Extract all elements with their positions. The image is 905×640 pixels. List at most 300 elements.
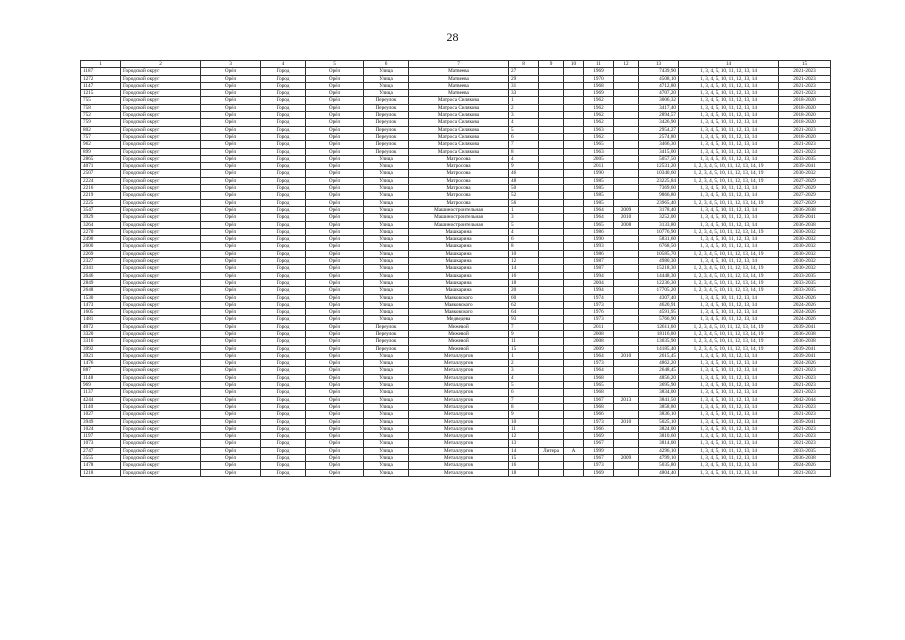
table-cell: 3 (509, 112, 539, 119)
table-cell: Орёл (201, 382, 261, 389)
table-cell: 62 (509, 301, 539, 308)
table-cell: 6768,50 (639, 243, 679, 250)
table-cell: Орёл (201, 90, 261, 97)
table-cell (539, 396, 564, 403)
table-cell (564, 206, 584, 213)
table-cell: Орёл (306, 287, 364, 294)
table-cell: Матросова (409, 170, 509, 177)
table-cell: Орёл (306, 301, 364, 308)
table-cell: 4591,95 (639, 309, 679, 316)
table-cell (564, 177, 584, 184)
table-cell: Городской округ (121, 236, 201, 243)
table-cell: Городской округ (121, 352, 201, 359)
table-row (81, 265, 831, 272)
table-cell: Улица (364, 316, 409, 323)
table-cell: Металлургов (409, 447, 509, 454)
table-cell (564, 90, 584, 97)
table-cell: Орёл (201, 411, 261, 418)
table-cell: 1, 3, 4, 5, 10, 11, 12, 13, 14 (679, 447, 779, 454)
table-cell: 1148 (81, 374, 121, 381)
table-cell: 1976 (584, 309, 614, 316)
table-cell: 1215 (81, 90, 121, 97)
table-cell (539, 119, 564, 126)
table-row (81, 433, 831, 440)
column-number-header: 4 (261, 61, 306, 68)
table-cell: 1, 3, 4, 5, 10, 11, 12, 13, 14 (679, 360, 779, 367)
table-cell: 1605 (81, 309, 121, 316)
table-cell: 50 (509, 185, 539, 192)
table-row (81, 163, 831, 170)
table-cell: Городской округ (121, 316, 201, 323)
table-cell: Орёл (201, 367, 261, 374)
column-number-header: 6 (364, 61, 409, 68)
table-cell: Орёл (201, 163, 261, 170)
table-cell: Переулок (364, 141, 409, 148)
table-cell: Металлургов (409, 462, 509, 469)
table-cell: 1, 3, 4, 5, 10, 11, 12, 13, 14 (679, 433, 779, 440)
column-number-header: 2 (121, 61, 201, 68)
table-cell: Металлургов (409, 396, 509, 403)
table-cell: 1, 2, 3, 4, 5, 10, 11, 12, 13, 14, 19 (679, 163, 779, 170)
table-row (81, 287, 831, 294)
table-row (81, 119, 831, 126)
table-cell: 1973 (584, 462, 614, 469)
table-cell: 3929 (81, 214, 121, 221)
table-cell: 1, 2, 3, 4, 5, 10, 11, 12, 13, 14, 19 (679, 199, 779, 206)
table-cell (614, 112, 639, 119)
table-cell: 1, 3, 4, 5, 10, 11, 12, 13, 14 (679, 309, 779, 316)
table-cell: Улица (364, 462, 409, 469)
table-cell: 10776,90 (639, 228, 679, 235)
table-cell: 1990 (584, 236, 614, 243)
table-cell: Городской округ (121, 90, 201, 97)
table-cell (564, 170, 584, 177)
column-number-header: 7 (409, 61, 509, 68)
table-cell: Орёл (201, 352, 261, 359)
table-cell: Городской округ (121, 97, 201, 104)
table-cell: 6 (509, 133, 539, 140)
table-cell: Переулок (364, 97, 409, 104)
table-row (81, 425, 831, 432)
table-cell: 2039-2041 (779, 352, 831, 359)
table-cell: Орёл (201, 389, 261, 396)
table-cell: Городской округ (121, 374, 201, 381)
table-cell: Переулок (364, 133, 409, 140)
table-row (81, 90, 831, 97)
table-cell: 9866,80 (639, 192, 679, 199)
table-cell: 2021-2023 (779, 374, 831, 381)
table-cell: Орёл (306, 126, 364, 133)
table-cell (539, 411, 564, 418)
table-cell: 1999 (584, 447, 614, 454)
table-cell: 1, 3, 4, 5, 10, 11, 12, 13, 14 (679, 367, 779, 374)
table-cell: Город (261, 185, 306, 192)
table-cell: Матроса Силякова (409, 104, 509, 111)
table-cell: 2030-2032 (779, 228, 831, 235)
table-cell (564, 425, 584, 432)
table-row (81, 323, 831, 330)
table-cell: 1966 (584, 411, 614, 418)
table-cell: Машкарина (409, 272, 509, 279)
table-cell (539, 170, 564, 177)
table-cell (564, 469, 584, 476)
table-row (81, 148, 831, 155)
table-cell (539, 301, 564, 308)
table-cell: Улица (364, 352, 409, 359)
table-cell: Матроса Силякова (409, 133, 509, 140)
table-cell: 2033-2035 (779, 155, 831, 162)
table-cell: Медведева (409, 316, 509, 323)
table-cell: Улица (364, 272, 409, 279)
table-cell: Городской округ (121, 360, 201, 367)
table-cell: 1, 2, 3, 4, 5, 10, 11, 12, 13, 14, 19 (679, 272, 779, 279)
table-cell: 2021-2023 (779, 90, 831, 97)
table-cell: 7 (509, 396, 539, 403)
table-cell: Матросова (409, 177, 509, 184)
table-cell: 1, 3, 4, 5, 10, 11, 12, 13, 14 (679, 133, 779, 140)
table-cell: 3949 (81, 418, 121, 425)
table-cell: 1, 3, 4, 5, 10, 11, 12, 13, 14 (679, 374, 779, 381)
table-cell: Город (261, 316, 306, 323)
table-cell: 1969 (584, 433, 614, 440)
table-cell: 2010 (614, 418, 639, 425)
table-cell: Город (261, 192, 306, 199)
table-cell (539, 250, 564, 257)
table-cell (539, 206, 564, 213)
table-cell: Орёл (201, 265, 261, 272)
table-cell: Орёл (306, 155, 364, 162)
table-cell (614, 447, 639, 454)
table-cell: Орёл (306, 389, 364, 396)
table-cell (564, 97, 584, 104)
table-cell (564, 68, 584, 75)
table-cell: Город (261, 206, 306, 213)
table-cell: Город (261, 141, 306, 148)
table-cell: 2039-2041 (779, 345, 831, 352)
table-cell: Город (261, 338, 306, 345)
table-cell: Переулок (364, 338, 409, 345)
table-cell: 2021-2023 (779, 440, 831, 447)
table-cell: 4072 (81, 323, 121, 330)
table-cell: Металлургов (409, 425, 509, 432)
table-cell: 27 (509, 68, 539, 75)
table-cell (564, 323, 584, 330)
table-cell: Металлургов (409, 360, 509, 367)
table-cell: Орёл (306, 374, 364, 381)
table-cell: Орёл (201, 221, 261, 228)
table-cell: 2219 (81, 192, 121, 199)
table-cell: 2021-2023 (779, 82, 831, 89)
table-cell: Орёл (306, 455, 364, 462)
table-cell: Улица (364, 82, 409, 89)
table-cell (539, 272, 564, 279)
table-row (81, 199, 831, 206)
table-cell: Город (261, 309, 306, 316)
table-cell: Город (261, 68, 306, 75)
table-cell: 1985 (584, 177, 614, 184)
column-number-header: 13 (639, 61, 679, 68)
table-cell: Городской округ (121, 433, 201, 440)
table-cell: Город (261, 433, 306, 440)
table-cell: 4799,10 (639, 455, 679, 462)
table-cell (539, 345, 564, 352)
table-cell: 2036-2038 (779, 330, 831, 337)
table-cell: 2018-2020 (779, 119, 831, 126)
table-cell: 3006,32 (639, 97, 679, 104)
table-cell: 6 (509, 389, 539, 396)
table-cell: 2018-2020 (779, 112, 831, 119)
table-cell: 1, 3, 4, 5, 10, 11, 12, 13, 14 (679, 352, 779, 359)
table-cell: 2010 (614, 214, 639, 221)
table-cell (614, 316, 639, 323)
table-cell: 2030-2032 (779, 170, 831, 177)
table-cell (614, 469, 639, 476)
table-cell: 2027-2029 (779, 185, 831, 192)
table-cell (539, 104, 564, 111)
table-cell: 1986 (584, 250, 614, 257)
table-cell: Город (261, 82, 306, 89)
table-cell: Орёл (201, 228, 261, 235)
table-cell: 3836,10 (639, 411, 679, 418)
table-cell: 1, 3, 4, 5, 10, 11, 12, 13, 14 (679, 411, 779, 418)
table-cell: Орёл (306, 250, 364, 257)
table-cell: 3466,30 (639, 141, 679, 148)
table-cell: 2648 (81, 287, 121, 294)
table-cell: Орёл (306, 206, 364, 213)
table-cell: 2036-2038 (779, 206, 831, 213)
table-cell: 1967 (584, 396, 614, 403)
table-cell: 2648,45 (639, 367, 679, 374)
table-cell: 5766,90 (639, 316, 679, 323)
table-cell: Металлургов (409, 440, 509, 447)
table-cell: 5025,10 (639, 418, 679, 425)
table-cell: Орёл (201, 316, 261, 323)
table-cell: 1, 3, 4, 5, 10, 11, 12, 13, 14 (679, 148, 779, 155)
table-cell: 1, 2, 3, 4, 5, 10, 11, 12, 13, 14, 19 (679, 330, 779, 337)
table-cell: Металлургов (409, 367, 509, 374)
table-cell: Машкарина (409, 287, 509, 294)
table-cell: 2216 (81, 185, 121, 192)
table-cell: 2021-2023 (779, 75, 831, 82)
table-cell: Улица (364, 433, 409, 440)
table-cell: Улица (364, 360, 409, 367)
table-cell: Город (261, 367, 306, 374)
table-cell: 1476 (81, 360, 121, 367)
table-cell: 1, 3, 4, 5, 10, 11, 12, 13, 14 (679, 469, 779, 476)
table-cell: Межевой (409, 330, 509, 337)
table-cell: 4862,20 (639, 360, 679, 367)
table-cell (614, 250, 639, 257)
table-cell: Городской округ (121, 126, 201, 133)
table-cell: 10 (509, 250, 539, 257)
table-cell: Машкарина (409, 258, 509, 265)
table-cell: Переулок (364, 330, 409, 337)
table-cell: Орёл (306, 185, 364, 192)
table-cell: 1968 (584, 82, 614, 89)
table-cell: 1478 (81, 462, 121, 469)
table-cell: 3992 (81, 345, 121, 352)
table-cell (614, 301, 639, 308)
table-cell: Городской округ (121, 75, 201, 82)
table-cell: Орёл (306, 469, 364, 476)
table-cell (614, 425, 639, 432)
table-cell: 2030-2032 (779, 243, 831, 250)
table-cell (614, 68, 639, 75)
table-cell: Городской округ (121, 301, 201, 308)
table-cell: Город (261, 323, 306, 330)
table-cell (614, 294, 639, 301)
table-cell: Орёл (306, 192, 364, 199)
table-row (81, 272, 831, 279)
table-cell: 1990 (584, 170, 614, 177)
table-cell (564, 440, 584, 447)
table-cell: Орёл (201, 126, 261, 133)
table-cell: 23225,84 (639, 177, 679, 184)
table-cell: Улица (364, 258, 409, 265)
table-cell: Орёл (306, 228, 364, 235)
table-cell: Маяковского (409, 294, 509, 301)
table-cell (614, 367, 639, 374)
table-cell: 1, 2, 3, 4, 5, 10, 11, 12, 13, 14, 19 (679, 170, 779, 177)
table-cell: 4296,10 (639, 447, 679, 454)
table-cell: Улица (364, 250, 409, 257)
table-cell: Металлургов (409, 433, 509, 440)
table-cell: Орёл (306, 433, 364, 440)
table-cell: Металлургов (409, 418, 509, 425)
table-cell: Матросова (409, 199, 509, 206)
table-cell: 1973 (584, 316, 614, 323)
table-cell: Город (261, 425, 306, 432)
table-cell: 1, 3, 4, 5, 10, 11, 12, 13, 14 (679, 243, 779, 250)
table-cell: 1, 3, 4, 5, 10, 11, 12, 13, 14 (679, 141, 779, 148)
table-row (81, 133, 831, 140)
table-cell: 60 (509, 294, 539, 301)
table-row (81, 75, 831, 82)
table-cell: Городской округ (121, 228, 201, 235)
table-cell: Городской округ (121, 265, 201, 272)
table-cell: 3547 (81, 206, 121, 213)
table-cell: Орёл (201, 236, 261, 243)
table-cell: Литера (539, 447, 564, 454)
table-cell: 5 (509, 126, 539, 133)
table-cell: 5035,80 (639, 462, 679, 469)
table-cell (614, 309, 639, 316)
table-cell (539, 75, 564, 82)
table-cell (564, 389, 584, 396)
table-cell: Улица (364, 309, 409, 316)
table-cell: Улица (364, 469, 409, 476)
table-cell: 4980,30 (639, 258, 679, 265)
table-cell: Матроса Силякова (409, 126, 509, 133)
table-cell: Орёл (306, 75, 364, 82)
table-body (81, 68, 831, 477)
table-cell: 1147 (81, 82, 121, 89)
table-cell: 3415,00 (639, 148, 679, 155)
table-cell: Машкарина (409, 236, 509, 243)
table-cell: 1530 (81, 294, 121, 301)
table-cell: 33 (509, 90, 539, 97)
table-cell (539, 360, 564, 367)
table-cell: 1, 3, 4, 5, 10, 11, 12, 13, 14 (679, 119, 779, 126)
table-cell: Улица (364, 68, 409, 75)
table-cell (564, 82, 584, 89)
table-cell (564, 309, 584, 316)
table-cell (614, 258, 639, 265)
table-cell: 2030-2032 (779, 258, 831, 265)
table-cell (614, 199, 639, 206)
table-cell: 1, 3, 4, 5, 10, 11, 12, 13, 14 (679, 104, 779, 111)
table-cell: Городской округ (121, 177, 201, 184)
table-row (81, 170, 831, 177)
table-cell: 1473 (81, 301, 121, 308)
table-row (81, 214, 831, 221)
table-cell: Улица (364, 177, 409, 184)
table-cell: 48 (509, 177, 539, 184)
table-cell (564, 418, 584, 425)
table-cell: Орёл (306, 265, 364, 272)
table-cell: 3133,80 (639, 221, 679, 228)
table-cell: Орёл (306, 221, 364, 228)
table-cell: 2747 (81, 447, 121, 454)
column-number-header: 8 (509, 61, 539, 68)
table-cell: 1, 3, 4, 5, 10, 11, 12, 13, 14 (679, 382, 779, 389)
table-cell (614, 192, 639, 199)
table-cell: 759 (81, 119, 121, 126)
table-row (81, 294, 831, 301)
table-cell: Матросова (409, 192, 509, 199)
table-cell: 2004 (584, 279, 614, 286)
table-cell: Городской округ (121, 199, 201, 206)
table-cell (564, 104, 584, 111)
table-cell: Орёл (306, 97, 364, 104)
table-cell (539, 425, 564, 432)
table-cell: Улица (364, 192, 409, 199)
table-cell: 2030-2032 (779, 236, 831, 243)
table-cell: Город (261, 236, 306, 243)
table-cell (539, 316, 564, 323)
table-cell: 1, 3, 4, 5, 10, 11, 12, 13, 14 (679, 126, 779, 133)
table-cell: 2269 (81, 250, 121, 257)
table-cell (539, 323, 564, 330)
table-row (81, 330, 831, 337)
table-cell: Городской округ (121, 133, 201, 140)
table-cell (539, 338, 564, 345)
table-cell: 1962 (584, 97, 614, 104)
table-cell: 802 (81, 126, 121, 133)
table-cell: 1964 (584, 352, 614, 359)
table-cell: Орёл (201, 469, 261, 476)
table-cell: 1973 (584, 360, 614, 367)
table-cell: Орёл (306, 338, 364, 345)
table-cell: Машиностроительная (409, 206, 509, 213)
table-cell (564, 236, 584, 243)
table-cell: Орёл (306, 382, 364, 389)
table-cell: 2 (509, 104, 539, 111)
table-cell (564, 287, 584, 294)
table-cell: Город (261, 177, 306, 184)
table-cell: Металлургов (409, 469, 509, 476)
table-cell: Город (261, 447, 306, 454)
table-cell: 1, 2, 3, 4, 5, 10, 11, 12, 13, 14, 19 (679, 250, 779, 257)
table-cell: 2039-2041 (779, 418, 831, 425)
table-cell: Орёл (201, 104, 261, 111)
table-cell (539, 126, 564, 133)
table-cell: Орёл (201, 309, 261, 316)
table-row (81, 82, 831, 89)
table-cell: Город (261, 90, 306, 97)
table-cell: Улица (364, 155, 409, 162)
table-cell: 2036-2038 (779, 338, 831, 345)
